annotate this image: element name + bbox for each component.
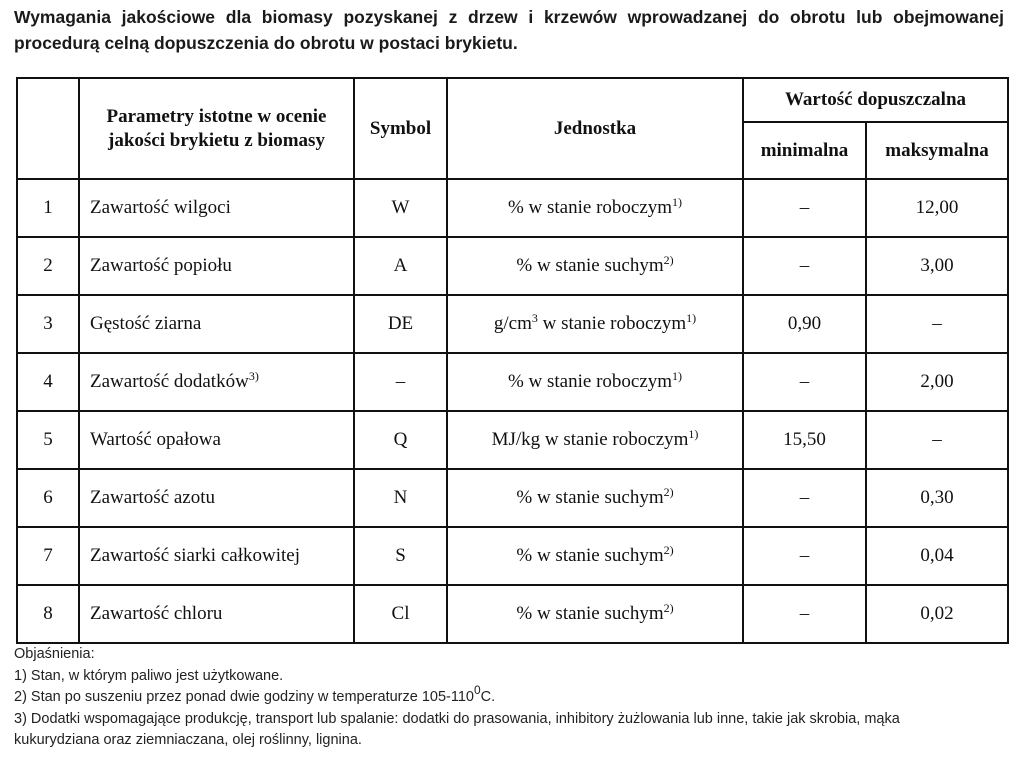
- parameter-name: Zawartość wilgoci: [90, 197, 231, 218]
- unit-cell: [447, 237, 743, 295]
- row-number: 6: [17, 469, 79, 527]
- parameter-cell: [79, 411, 354, 469]
- min-value-cell: –: [743, 179, 866, 237]
- symbol-cell: Cl: [354, 585, 447, 643]
- row-number: 2: [17, 237, 79, 295]
- unit-text: MJ/kg w stanie roboczym: [491, 429, 689, 450]
- min-value-cell: –: [743, 469, 866, 527]
- unit-cell: [447, 179, 743, 237]
- min-value-cell: –: [743, 237, 866, 295]
- table-row: [17, 237, 1008, 295]
- table-row: [17, 179, 1008, 237]
- symbol-cell: S: [354, 527, 447, 585]
- unit-cell: [447, 295, 743, 353]
- header-allowed-value: Wartość dopuszczalna: [743, 78, 1008, 122]
- header-no: [17, 78, 79, 179]
- min-value-cell: –: [743, 353, 866, 411]
- row-number: 1: [17, 179, 79, 237]
- unit-cell: [447, 527, 743, 585]
- max-value-cell: –: [866, 295, 1008, 353]
- max-value-cell: 0,30: [866, 469, 1008, 527]
- note-2-unit: C.: [480, 689, 496, 705]
- parameter-name: Zawartość siarki całkowitej: [90, 545, 300, 566]
- symbol-cell: W: [354, 179, 447, 237]
- parameter-cell: [79, 469, 354, 527]
- unit-footnote-ref: 2): [663, 543, 674, 557]
- unit-cell: [447, 469, 743, 527]
- unit-text: % w stanie suchym: [516, 603, 664, 624]
- parameter-name: Zawartość azotu: [90, 487, 216, 508]
- row-number: 4: [17, 353, 79, 411]
- parameter-cell: [79, 585, 354, 643]
- max-value-cell: 0,04: [866, 527, 1008, 585]
- parameter-cell: [79, 179, 354, 237]
- unit-cell: [447, 411, 743, 469]
- unit-footnote-ref: 2): [663, 601, 674, 615]
- parameter-name: Zawartość popiołu: [90, 255, 232, 276]
- max-value-cell: 12,00: [866, 179, 1008, 237]
- min-value-cell: –: [743, 527, 866, 585]
- unit-footnote-ref: 2): [663, 253, 674, 267]
- unit-cell: [447, 353, 743, 411]
- unit-footnote-ref: 1): [686, 311, 697, 325]
- header-unit: Jednostka: [447, 78, 743, 179]
- table-row: [17, 295, 1008, 353]
- unit-text: % w stanie roboczym: [507, 197, 673, 218]
- parameter-name: Zawartość chloru: [90, 603, 223, 624]
- header-param: Parametry istotne w ocenie jakości brykietu z biomasy: [79, 78, 354, 179]
- symbol-cell: A: [354, 237, 447, 295]
- explanations: [14, 644, 1014, 752]
- min-value-cell: 15,50: [743, 411, 866, 469]
- row-number: 8: [17, 585, 79, 643]
- unit-text: % w stanie suchym: [516, 255, 664, 276]
- max-value-cell: –: [866, 411, 1008, 469]
- table-row: [17, 353, 1008, 411]
- parameter-cell: [79, 237, 354, 295]
- document-title: Wymagania jakościowe dla biomasy pozyskanej z drzew i krzewów wprowadzanej do obrotu lub obejmowanej procedurą celną dopuszczenia do obrotu w postaci brykietu.: [14, 7, 1004, 53]
- parameter-name: Zawartość dodatków: [90, 371, 249, 392]
- header-row: [17, 78, 1008, 122]
- parameter-name: Gęstość ziarna: [90, 313, 202, 334]
- symbol-cell: –: [354, 353, 447, 411]
- unit-text: % w stanie suchym: [516, 487, 664, 508]
- unit-footnote-ref: 2): [663, 485, 674, 499]
- header-symbol: Symbol: [354, 78, 447, 179]
- parameter-cell: [79, 353, 354, 411]
- note-2-text: 2) Stan po suszeniu przez ponad dwie godziny w temperaturze 105-110: [14, 689, 474, 705]
- note-3-line-1: 3) Dodatki wspomagające produkcję, transport lub spalanie: dodatki do prasowania, inhibitory żużlowania lub inne, takie jak skrobia, mąka: [14, 710, 900, 727]
- parameter-footnote-ref: 3): [248, 369, 259, 383]
- row-number: 5: [17, 411, 79, 469]
- note-2-degree: 0: [473, 683, 481, 697]
- row-number: 7: [17, 527, 79, 585]
- min-value-cell: –: [743, 585, 866, 643]
- note-1: 1) Stan, w którym paliwo jest użytkowane.: [14, 667, 284, 684]
- max-value-cell: 0,02: [866, 585, 1008, 643]
- parameter-cell: [79, 527, 354, 585]
- note-3-line-2: kukurydziana oraz ziemniaczana, olej roślinny, lignina.: [14, 732, 362, 748]
- min-value-cell: 0,90: [743, 295, 866, 353]
- table-row: [17, 411, 1008, 469]
- unit-text: w stanie roboczym: [537, 313, 687, 334]
- notes-heading: Objaśnienia:: [14, 646, 95, 662]
- unit-prefix: g/cm: [493, 313, 532, 334]
- unit-footnote-ref: 1): [688, 427, 699, 441]
- header-max: maksymalna: [866, 122, 1008, 179]
- note-2: [14, 683, 1014, 709]
- max-value-cell: 2,00: [866, 353, 1008, 411]
- unit-footnote-ref: 1): [672, 369, 683, 383]
- unit-footnote-ref: 1): [672, 195, 683, 209]
- symbol-cell: DE: [354, 295, 447, 353]
- header-min: minimalna: [743, 122, 866, 179]
- quality-requirements-table: [16, 77, 1009, 644]
- table-row: [17, 527, 1008, 585]
- unit-exponent: 3: [531, 311, 538, 325]
- symbol-cell: N: [354, 469, 447, 527]
- unit-text: % w stanie suchym: [516, 545, 664, 566]
- parameter-name: Wartość opałowa: [90, 429, 221, 450]
- symbol-cell: Q: [354, 411, 447, 469]
- table-row: [17, 585, 1008, 643]
- row-number: 3: [17, 295, 79, 353]
- parameter-cell: [79, 295, 354, 353]
- unit-text: % w stanie roboczym: [507, 371, 673, 392]
- table-row: [17, 469, 1008, 527]
- unit-cell: [447, 585, 743, 643]
- max-value-cell: 3,00: [866, 237, 1008, 295]
